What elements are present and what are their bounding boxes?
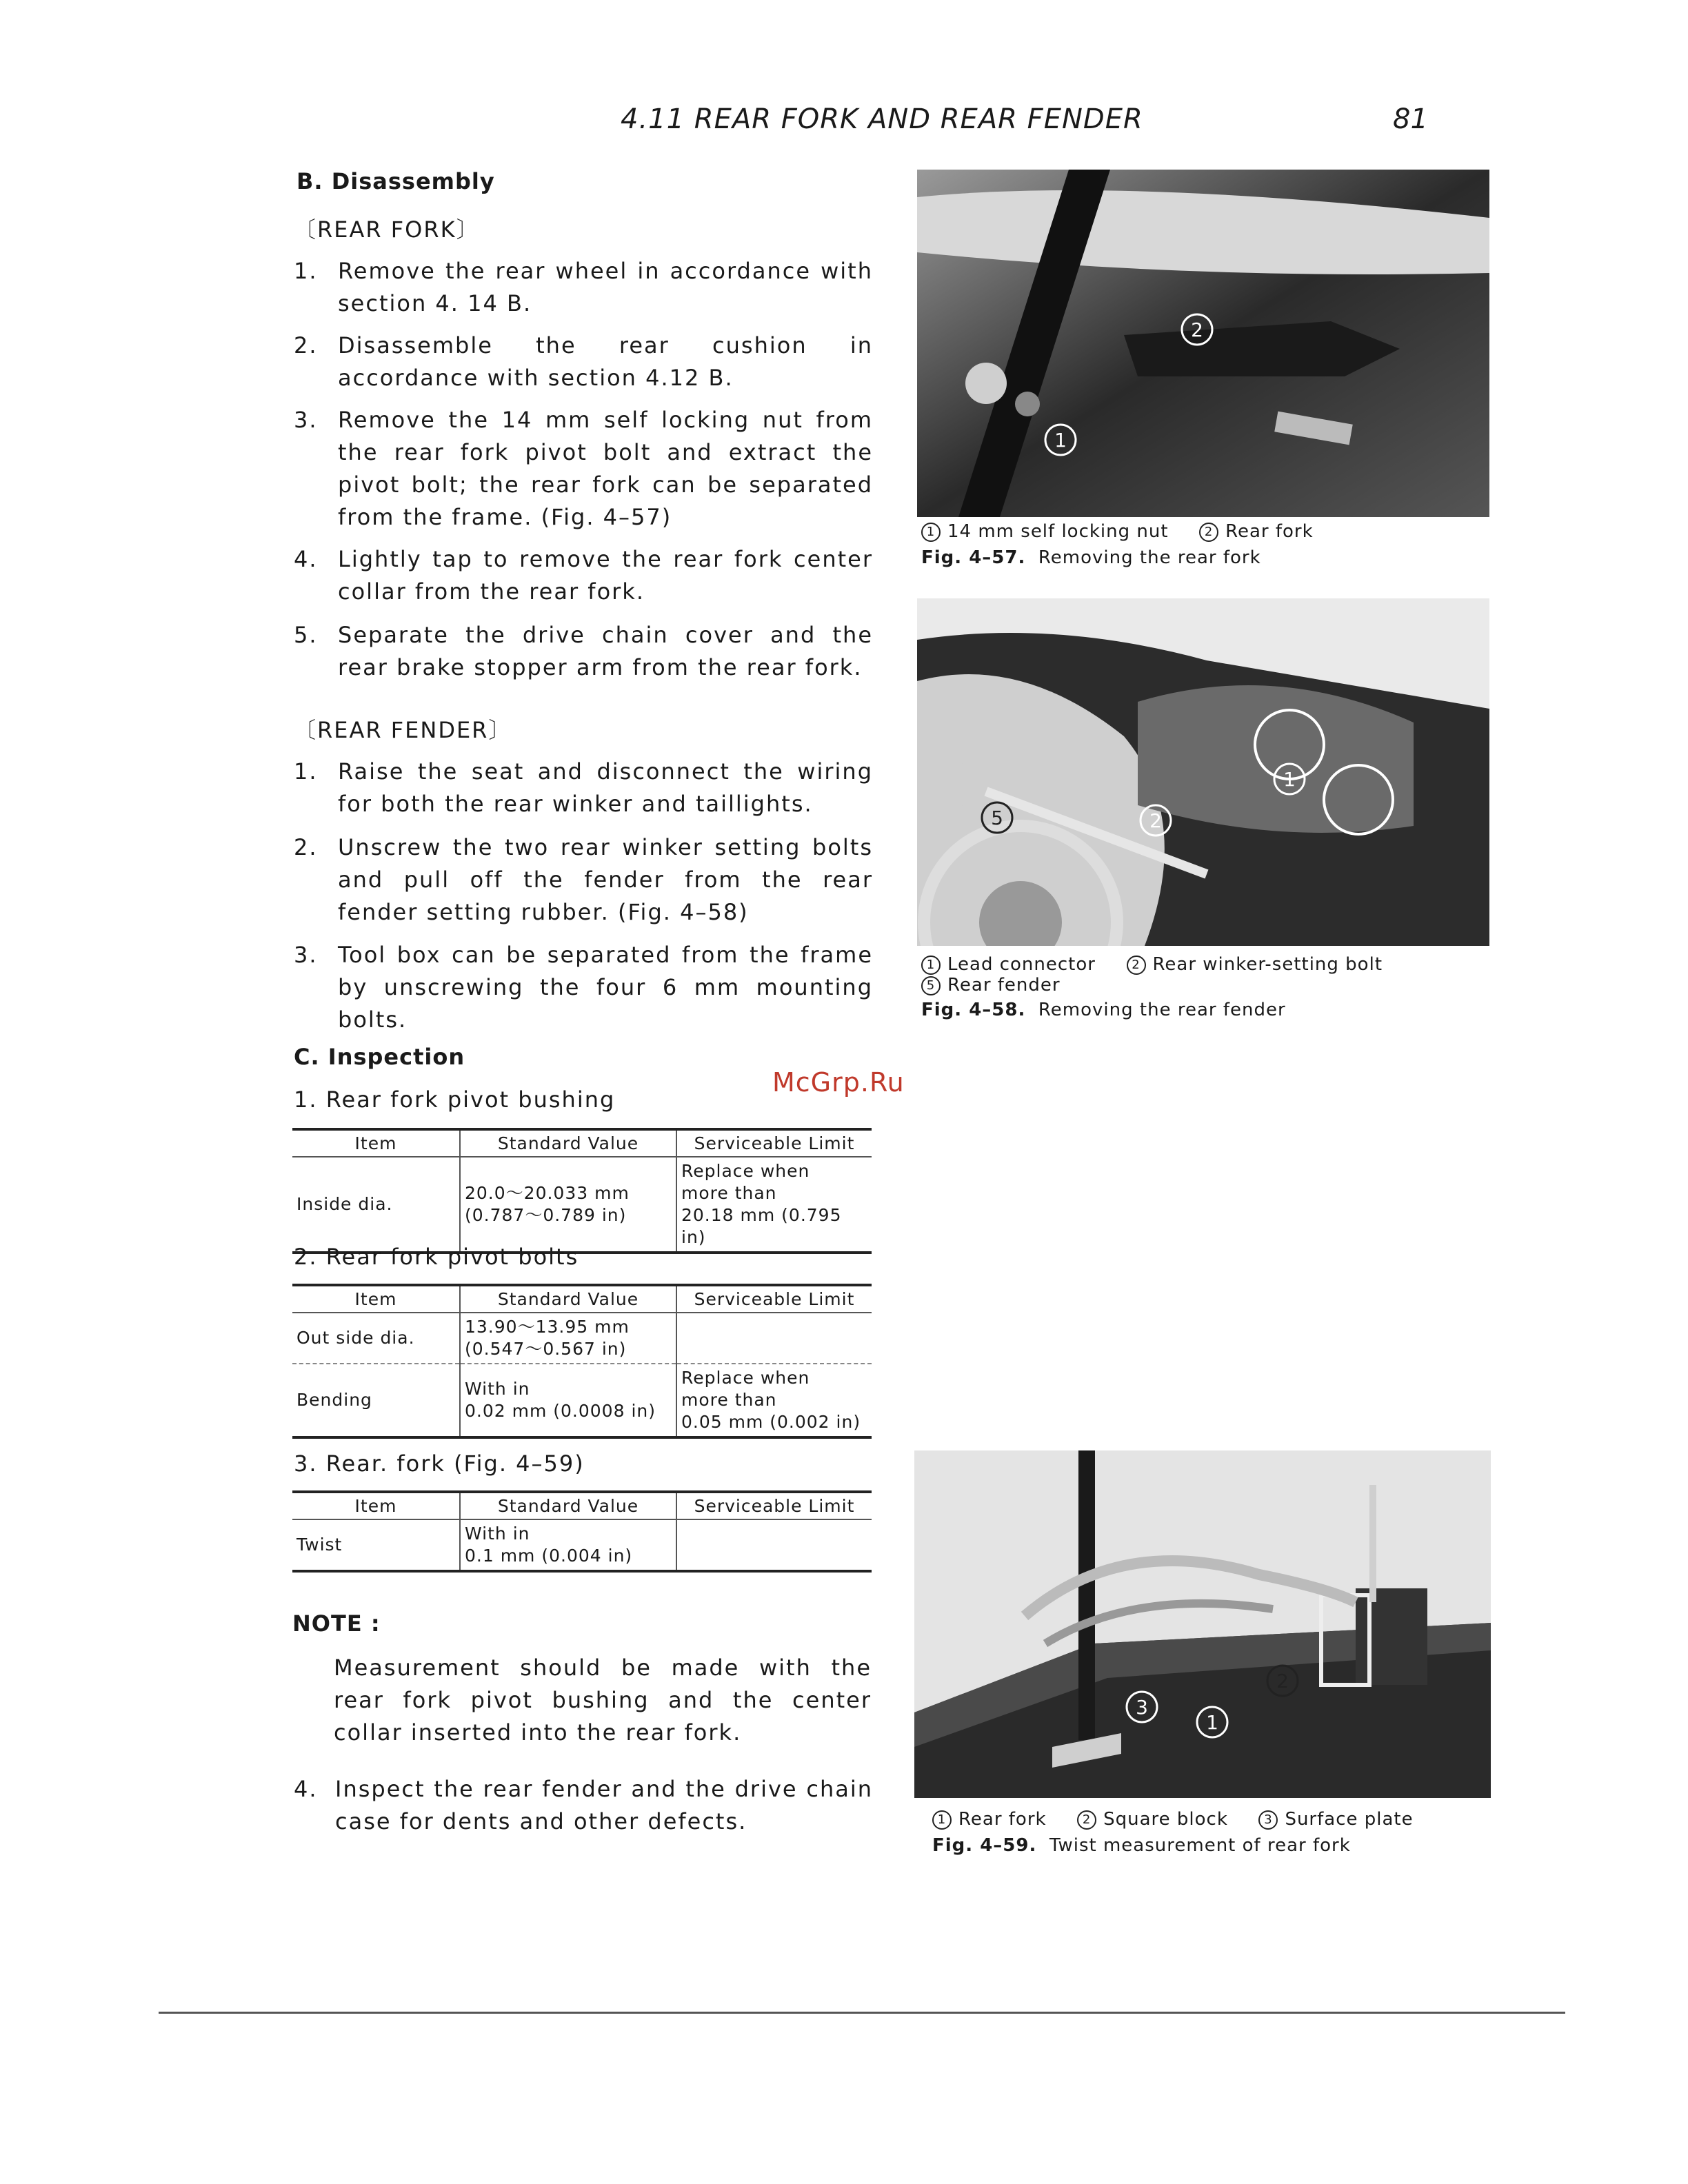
rear-fork-step-3 [294,404,873,530]
fig-4-59-caption [932,1835,1351,1856]
step-number: 2. [294,834,318,860]
col-standard: Standard Value [460,1285,676,1313]
col-item: Item [292,1492,460,1519]
cell-standard [460,1519,676,1571]
legend-2: Rear winker-setting bolt [1152,954,1383,975]
table2-title: 2. Rear fork pivot bolts [294,1244,579,1270]
step-text: Remove the rear wheel in accordance with section 4. 14 B. [338,258,873,316]
step-text: Raise the seat and disconnect the wiring for both the rear winker and taillights. [338,758,873,817]
step-number: 3. [294,407,318,433]
step-text: Inspect the rear fender and the drive chain case for dents and other defects. [335,1776,873,1834]
col-serviceable: Serviceable Limit [676,1129,872,1157]
cell-line: Replace when [681,1368,810,1388]
callout-1-marker: 1 [932,1810,952,1830]
rear-fork-step-5 [294,619,873,680]
legend-5: Rear fender [947,975,1061,995]
callout-1: 1 [1283,768,1296,791]
cell-line: Replace when [681,1161,810,1181]
legend-1: Rear fork [958,1809,1047,1830]
col-item: Item [292,1285,460,1313]
cell-line: 0.05 mm (0.002 in) [681,1412,861,1432]
step-number: 4. [294,1776,318,1802]
col-item: Item [292,1129,460,1157]
cell-standard [460,1313,676,1364]
cell-line: (0.547～0.567 in) [465,1339,627,1359]
callout-2: 2 [1191,318,1203,341]
callout-2-marker: 2 [1077,1810,1096,1830]
step-number: 1. [294,758,318,785]
cell-line: 20.18 mm (0.795 in) [681,1205,842,1247]
fig-number: Fig. 4–59. [932,1835,1037,1856]
note-label: NOTE : [292,1610,381,1637]
rear-fork-label: 〔REAR FORK〕 [294,216,480,243]
step-number: 4. [294,546,318,572]
page-number: 81 [1393,103,1428,135]
callout-1-marker: 1 [921,956,941,975]
fig-title: Removing the rear fender [1038,1000,1286,1020]
callout-2-marker: 2 [1127,956,1146,975]
pivot-bolts-table [292,1284,872,1439]
rear-fork-step-2 [294,330,873,391]
fig-4-58-caption [921,1000,1286,1020]
legend-3: Surface plate [1285,1809,1414,1830]
scan-bottom-rule [159,2012,1565,2014]
cell-line: more than [681,1390,777,1410]
step-number: 2. [294,332,318,358]
fig-4-57-photo [917,170,1489,517]
legend-2: Rear fork [1225,521,1314,542]
fig-title: Removing the rear fork [1038,547,1261,568]
fig-4-58-legend-line2 [921,975,1061,995]
cell-line: 13.90～13.95 mm [465,1317,630,1337]
step-number: 5. [294,622,318,648]
note-text: Measurement should be made with the rear fork pivot bushing and the center collar inserted into the rear fork. [334,1655,872,1746]
cell-line: 20.0～20.033 mm [465,1183,630,1203]
table1-title: 1. Rear fork pivot bushing [294,1086,616,1113]
cell-serviceable [676,1364,872,1437]
step-text: Tool box can be separated from the frame by unscrewing the four 6 mm mounting bolts. [338,942,873,1033]
rear-fender-step-3 [294,939,873,1033]
rear-fork-twist-table [292,1490,872,1573]
callout-3: 3 [1136,1696,1148,1719]
table3-title: 3. Rear. fork (Fig. 4–59) [294,1450,585,1477]
rear-fender-step-1 [294,756,873,817]
fig-4-59-legend [932,1809,1414,1830]
step-text: Remove the 14 mm self locking nut from the rear fork pivot bolt and extract the pivot bolt; the rear fork can be separated from the frame. (Fig. 4–57) [338,407,873,530]
fig-4-58-photo [917,598,1489,946]
legend-1: Lead connector [947,954,1096,975]
fig-4-57-legend [921,521,1314,542]
cell-line: more than [681,1183,777,1203]
fig-4-58-legend-line1 [921,954,1383,975]
rear-fender-step-2 [294,831,873,925]
rear-fork-step-4 [294,543,873,605]
cell-item: Twist [292,1519,460,1571]
rear-fork-step-1 [294,255,873,316]
callout-1-marker: 1 [921,523,941,542]
rear-fender-label: 〔REAR FENDER〕 [294,717,512,743]
pivot-bushing-table [292,1128,872,1254]
cell-line: 0.02 mm (0.0008 in) [465,1401,656,1421]
cell-line: With in [465,1379,530,1399]
callout-2: 2 [1276,1670,1289,1692]
inspection-step-4 [294,1773,873,1834]
cell-serviceable [676,1519,872,1571]
legend-1: 14 mm self locking nut [947,521,1169,542]
callout-2-marker: 2 [1199,523,1218,542]
callout-2: 2 [1149,809,1162,832]
step-text: Unscrew the two rear winker setting bolts and pull off the fender from the rear fender setting rubber. (Fig. 4–58) [338,834,873,925]
fig-4-59-photo [914,1450,1491,1798]
col-serviceable: Serviceable Limit [676,1285,872,1313]
fig-title: Twist measurement of rear fork [1049,1835,1351,1856]
col-standard: Standard Value [460,1129,676,1157]
step-number: 3. [294,942,318,968]
cell-standard [460,1157,676,1253]
cell-item: Bending [292,1364,460,1437]
legend-2: Square block [1103,1809,1228,1830]
step-text: Lightly tap to remove the rear fork center collar from the rear fork. [338,546,873,605]
cell-line: With in [465,1524,530,1544]
inspection-heading: C. Inspection [294,1044,465,1070]
col-standard: Standard Value [460,1492,676,1519]
col-serviceable: Serviceable Limit [676,1492,872,1519]
cell-item: Out side dia. [292,1313,460,1364]
cell-line: 0.1 mm (0.004 in) [465,1546,633,1566]
step-number: 1. [294,258,318,284]
fig-4-57-caption [921,547,1261,568]
cell-line: (0.787～0.789 in) [465,1205,627,1225]
disassembly-heading: B. Disassembly [297,168,495,194]
cell-serviceable [676,1313,872,1364]
step-text: Separate the drive chain cover and the rear brake stopper arm from the rear fork. [338,622,873,680]
cell-item: Inside dia. [292,1157,460,1253]
callout-1: 1 [1206,1711,1218,1734]
page-header-title: 4.11 REAR FORK AND REAR FENDER [621,103,1143,135]
callout-5: 5 [991,807,1003,829]
fig-number: Fig. 4–58. [921,1000,1026,1020]
fig-number: Fig. 4–57. [921,547,1026,568]
step-text: Disassemble the rear cushion in accordance with section 4.12 B. [338,332,873,391]
callout-5-marker: 5 [921,976,941,995]
cell-standard [460,1364,676,1437]
watermark: McGrp.Ru [772,1067,905,1098]
callout-1: 1 [1054,429,1067,452]
callout-3-marker: 3 [1258,1810,1278,1830]
cell-serviceable [676,1157,872,1253]
